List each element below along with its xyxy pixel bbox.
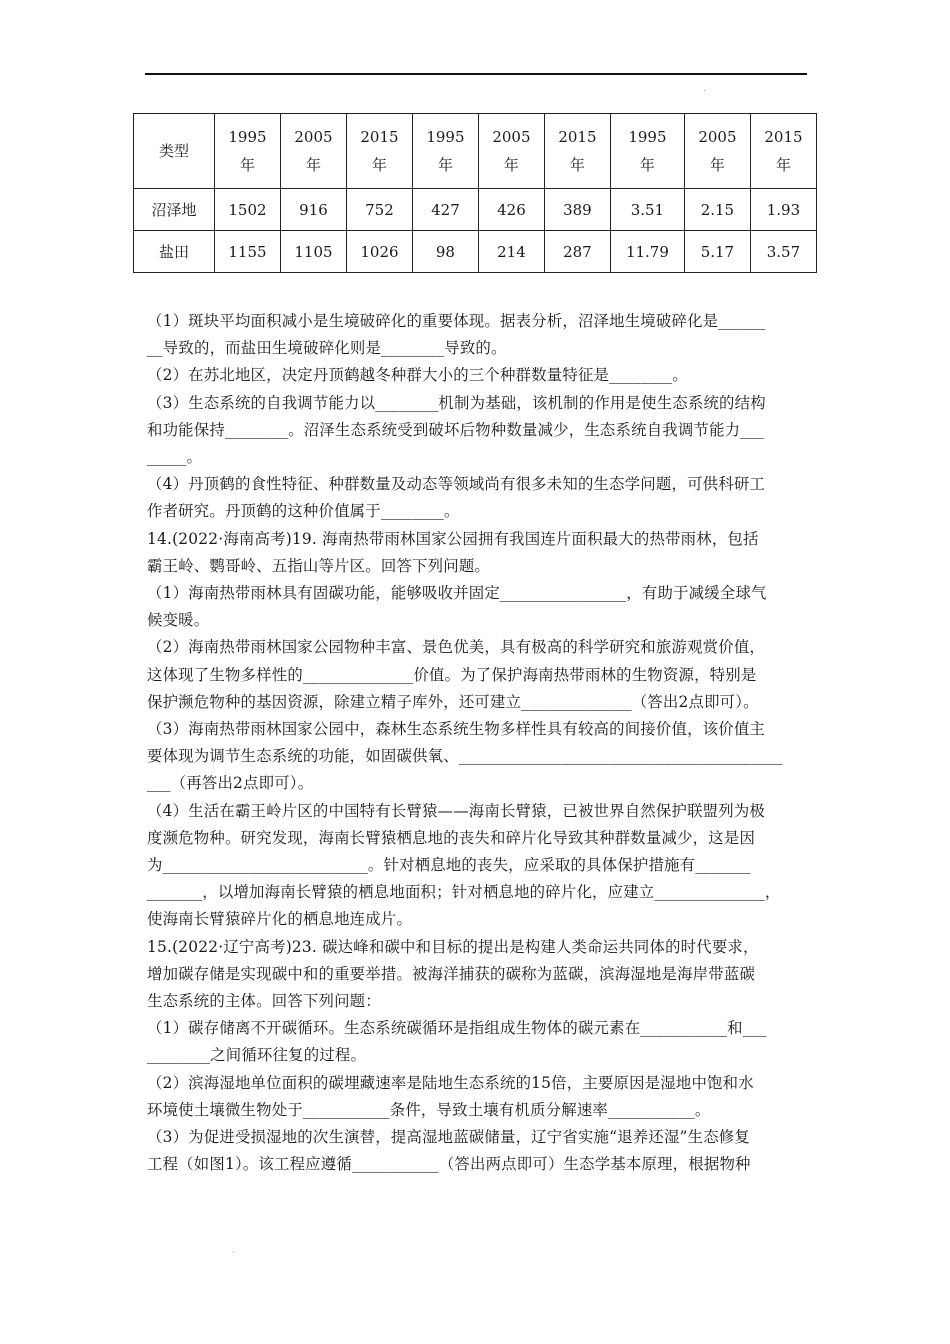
text-line: 生态系统的主体。回答下列问题： <box>147 992 381 1011</box>
table-cell: 287 <box>544 231 610 273</box>
table-header-cell: 2015 年 <box>750 114 816 189</box>
table-cell: 盐田 <box>134 231 215 273</box>
text-line: 使海南长臂猿碎片化的栖息地连成片。 <box>147 910 413 929</box>
text-line: （3）生态系统的自我调节能力以________机制为基础，该机制的作用是使生态系统的结构 <box>147 393 766 412</box>
table-cell: 916 <box>280 189 346 231</box>
table-cell: 98 <box>412 231 478 273</box>
text-line: _____。 <box>147 448 203 467</box>
text-line: （4）丹顶鹤的食性特征、种群数量及动态等领域尚有很多未知的生态学问题，可供科研工 <box>147 475 766 494</box>
text-line: 工程（如图1）。该工程应遵循___________（答出两点即可）生态学基本原理，根据物种 <box>147 1155 751 1174</box>
text-line: （1）海南热带雨林具有固碳功能，能够吸收并固定________________，有助于减缓全球气 <box>147 584 767 603</box>
header-rule <box>145 73 807 75</box>
table-header-cell: 1995 年 <box>412 114 478 189</box>
text-line: 15.(2022·辽宁高考)23. 碳达峰和碳中和目标的提出是构建人类命运共同体的时代要求， <box>147 937 759 956</box>
table-cell: 752 <box>346 189 412 231</box>
text-line: 这体现了生物多样性的______________价值。为了保护海南热带雨林的生物资源，特别是 <box>147 665 757 684</box>
table-cell: 1105 <box>280 231 346 273</box>
table-cell: 11.79 <box>610 231 684 273</box>
text-line: 要体现为调节生态系统的功能，如固碳供氧、_________________________________________ <box>147 747 783 766</box>
table-header-cell: 2005 年 <box>280 114 346 189</box>
text-line: ___（再答出2点即可）。 <box>147 774 314 793</box>
text-line: 14.(2022·海南高考)19. 海南热带雨林国家公园拥有我国连片面积最大的热带雨林，包括 <box>147 529 759 548</box>
table-cell: 389 <box>544 189 610 231</box>
text-line: 霸王岭、鹦哥岭、五指山等片区。回答下列问题。 <box>147 556 490 575</box>
text-line: （2）海南热带雨林国家公园物种丰富、景色优美，具有极高的科学研究和旅游观赏价值， <box>147 638 766 657</box>
table-cell: 427 <box>412 189 478 231</box>
text-line: （3）海南热带雨林国家公园中，森林生态系统生物多样性具有较高的间接价值，该价值主 <box>147 720 766 739</box>
text-line: （4）生活在霸王岭片区的中国特有长臂猿——海南长臂猿，已被世界自然保护联盟列为极 <box>147 801 766 820</box>
text-line: （2）滨海湿地单位面积的碳埋藏速率是陆地生态系统的15倍，主要原因是湿地中饱和水 <box>147 1073 754 1092</box>
table-header-row <box>134 114 817 189</box>
table-cell: 沼泽地 <box>134 189 215 231</box>
text-line: 候变暖。 <box>147 611 210 630</box>
text-line: （2）在苏北地区，决定丹顶鹤越冬种群大小的三个种群数量特征是________。 <box>147 366 688 385</box>
table-cell: 214 <box>478 231 544 273</box>
corner-mark: . <box>703 84 706 94</box>
table-row <box>134 231 817 273</box>
table-header-cell: 2005 年 <box>478 114 544 189</box>
table-header-cell: 2015 年 <box>346 114 412 189</box>
table-header-cell: 2005 年 <box>684 114 750 189</box>
text-line: ________之间循环往复的过程。 <box>147 1046 367 1065</box>
table-header-cell: 1995 年 <box>610 114 684 189</box>
text-line: （3）为促进受损湿地的次生演替，提高湿地蓝碳储量，辽宁省实施“退养还湿”生态修复 <box>147 1128 750 1147</box>
table-cell: 3.57 <box>750 231 816 273</box>
question-text <box>147 308 812 1179</box>
footer-mark: . <box>232 1246 235 1256</box>
text-line: 增加碳存储是实现碳中和的重要举措。被海洋捕获的碳称为蓝碳，滨海湿地是海岸带蓝碳 <box>147 964 756 983</box>
table-cell: 2.15 <box>684 189 750 231</box>
data-table <box>133 113 817 273</box>
table-header-cell: 1995 年 <box>215 114 281 189</box>
text-line: 度濒危物种。研究发现，海南长臂猿栖息地的丧失和碎片化导致其种群数量减少，这是因 <box>147 828 756 847</box>
text-line: 保护濒危物种的基因资源，除建立精子库外，还可建立______________（答出2点即可）。 <box>147 692 759 711</box>
table-cell: 1.93 <box>750 189 816 231</box>
table-cell: 5.17 <box>684 231 750 273</box>
text-line: __导致的，而盐田生境破碎化则是________导致的。 <box>147 339 507 358</box>
text-line: 环境使土壤微生物处于___________条件，导致土壤有机质分解速率___________。 <box>147 1100 711 1119</box>
text-line: 作者研究。丹顶鹤的这种价值属于________。 <box>147 502 460 521</box>
table-cell: 426 <box>478 189 544 231</box>
table-header-cell: 类型 <box>134 114 215 189</box>
table-cell: 1155 <box>215 231 281 273</box>
table-row <box>134 189 817 231</box>
text-line: 为__________________________。针对栖息地的丧失，应采取的具体保护措施有_______ <box>147 856 751 875</box>
table-header-cell: 2015 年 <box>544 114 610 189</box>
text-line: （1）斑块平均面积减小是生境破碎化的重要体现。据表分析，沼泽地生境破碎化是______ <box>147 312 766 330</box>
text-line: _______，以增加海南长臂猿的栖息地面积；针对栖息地的碎片化，应建立______________， <box>147 883 781 902</box>
text-line: （1）碳存储离不开碳循环。生态系统碳循环是指组成生物体的碳元素在___________和___ <box>147 1019 767 1038</box>
table-cell: 1026 <box>346 231 412 273</box>
text-line: 和功能保持________。沼泽生态系统受到破坏后物种数量减少，生态系统自我调节能力___ <box>147 420 764 439</box>
table-cell: 3.51 <box>610 189 684 231</box>
table-cell: 1502 <box>215 189 281 231</box>
